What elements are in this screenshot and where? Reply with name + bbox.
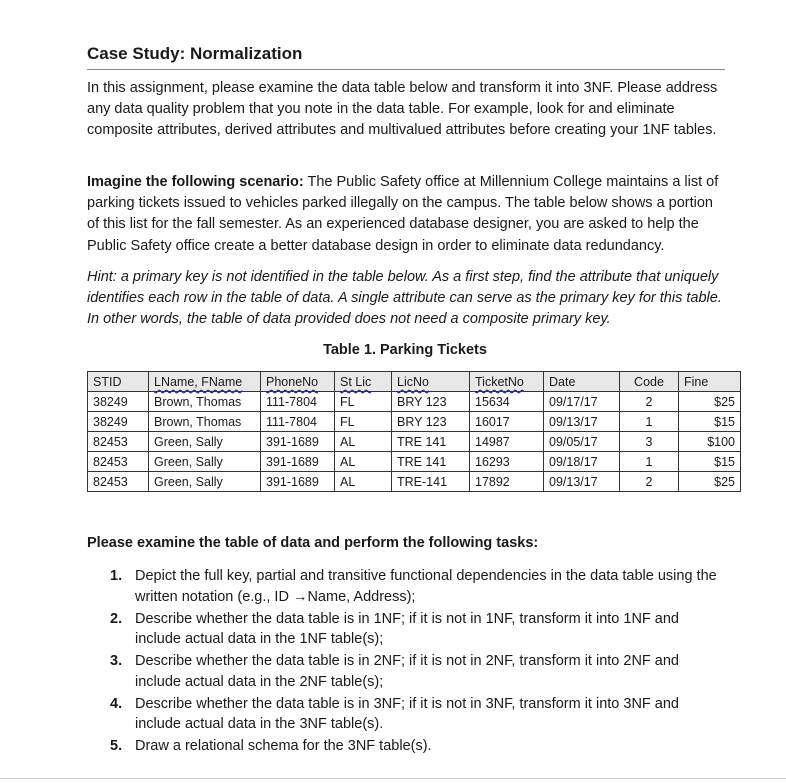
list-item — [110, 736, 725, 757]
cell-lic-no: TRE 141 — [392, 432, 470, 452]
title-underline-divider — [87, 69, 725, 70]
cell-name: Brown, Thomas — [149, 392, 261, 412]
cell-stid: 82453 — [88, 432, 149, 452]
cell-lic-no: TRE-141 — [392, 472, 470, 492]
hint-paragraph: Hint: a primary key is not identified in the table below. As a first step, find the attribute that uniquely identifies each row in the table of data. A single attribute can serve as the primary key for this table. In other words, the table of data provided does not need a composite primary key. — [87, 269, 722, 328]
col-header-date: Date — [544, 372, 620, 392]
col-header-lic-no — [392, 372, 470, 392]
cell-date: 09/13/17 — [544, 472, 620, 492]
cell-fine: $15 — [679, 452, 741, 472]
table-row — [88, 432, 741, 452]
task-text: Describe whether the data table is in 3NF; if it is not in 3NF, transform it into 3NF and include actual data in the 3NF table(s). — [135, 695, 679, 732]
intro-paragraph: In this assignment, please examine the data table below and transform it into 3NF. Please address any data quality problem that you note in the data table. For example, look for and eliminate composite attributes, derived attributes and multivalued attributes before creating your 1NF tables. — [87, 80, 718, 139]
cell-phone: 111-7804 — [261, 392, 335, 412]
cell-st-lic: AL — [335, 452, 392, 472]
list-item — [110, 566, 725, 607]
task-text: Depict the full key, partial and transitive functional dependencies in the data table using the written notation (e.g., ID →Name, Address); — [135, 568, 717, 605]
cell-ticket-no: 14987 — [470, 432, 544, 452]
cell-st-lic: AL — [335, 432, 392, 452]
page-bottom-divider — [0, 778, 786, 779]
task-number: 1. — [110, 568, 123, 584]
col-header-phone-text: PhoneNo — [266, 374, 319, 389]
tasks-heading: Please examine the table of data and perform the following tasks: — [87, 535, 539, 551]
cell-ticket-no: 16293 — [470, 452, 544, 472]
col-header-name — [149, 372, 261, 392]
task-text: Draw a relational schema for the 3NF table(s). — [135, 738, 432, 754]
col-header-st-lic — [335, 372, 392, 392]
col-header-ticket-no — [470, 372, 544, 392]
cell-stid: 82453 — [88, 472, 149, 492]
cell-phone: 391-1689 — [261, 472, 335, 492]
task-number: 2. — [110, 610, 123, 627]
col-header-lic-no-text: LicNo — [397, 374, 429, 389]
table-row — [88, 452, 741, 472]
task-number: 3. — [110, 653, 123, 669]
col-header-phone — [261, 372, 335, 392]
page-title: Case Study: Normalization — [87, 44, 303, 63]
task-text: Describe whether the data table is in 2NF; if it is not in 2NF, transform it into 2NF and include actual data in the 2NF table(s); — [135, 653, 679, 690]
cell-code: 1 — [620, 452, 679, 472]
col-header-stid: STID — [88, 372, 149, 392]
parking-tickets-table — [87, 371, 741, 492]
cell-lic-no: TRE 141 — [392, 452, 470, 472]
col-header-code: Code — [620, 372, 679, 392]
cell-name: Green, Sally — [149, 472, 261, 492]
cell-phone: 391-1689 — [261, 452, 335, 472]
cell-fine: $100 — [679, 432, 741, 452]
cell-st-lic: FL — [335, 392, 392, 412]
col-header-st-lic-text: St Lic — [340, 374, 372, 389]
task-number: 4. — [110, 695, 123, 712]
list-item — [110, 694, 725, 735]
scenario-paragraph — [87, 172, 727, 257]
table-row — [88, 412, 741, 432]
col-header-ticket-no-text: TicketNo — [475, 374, 524, 389]
cell-name: Brown, Thomas — [149, 412, 261, 432]
table-row — [88, 392, 741, 412]
cell-name: Green, Sally — [149, 432, 261, 452]
task-number: 5. — [110, 738, 123, 754]
cell-date: 09/05/17 — [544, 432, 620, 452]
cell-date: 09/17/17 — [544, 392, 620, 412]
cell-phone: 391-1689 — [261, 432, 335, 452]
cell-fine: $25 — [679, 392, 741, 412]
col-header-name-text: LName, FName — [154, 374, 243, 389]
table-caption: Table 1. Parking Tickets — [323, 342, 487, 358]
cell-st-lic: AL — [335, 472, 392, 492]
list-item — [110, 651, 725, 692]
cell-code: 2 — [620, 392, 679, 412]
cell-code: 1 — [620, 412, 679, 432]
task-text: Describe whether the data table is in 1NF; if it is not in 1NF, transform it into 1NF and include actual data in the 1NF table(s); — [135, 610, 679, 647]
cell-fine: $25 — [679, 472, 741, 492]
cell-date: 09/18/17 — [544, 452, 620, 472]
col-header-fine: Fine — [679, 372, 741, 392]
cell-ticket-no: 15634 — [470, 392, 544, 412]
cell-lic-no: BRY 123 — [392, 392, 470, 412]
table-row — [88, 472, 741, 492]
cell-st-lic: FL — [335, 412, 392, 432]
cell-lic-no: BRY 123 — [392, 412, 470, 432]
scenario-lead: Imagine the following scenario: — [87, 174, 304, 190]
cell-stid: 82453 — [88, 452, 149, 472]
cell-ticket-no: 17892 — [470, 472, 544, 492]
list-item — [110, 609, 725, 650]
scenario-text: The Public Safety office at Millennium College maintains a list of parking tickets issued to vehicles parked illegally on the campus. The table below shows a portion of this list for the fall semester. As an experienced database designer, you are asked to help the Public Safety office create a better database design in order to eliminate data redundancy. — [87, 174, 719, 254]
cell-stid: 38249 — [88, 412, 149, 432]
cell-code: 3 — [620, 432, 679, 452]
cell-phone: 111-7804 — [261, 412, 335, 432]
cell-ticket-no: 16017 — [470, 412, 544, 432]
cell-stid: 38249 — [88, 392, 149, 412]
cell-fine: $15 — [679, 412, 741, 432]
tasks-list — [110, 566, 725, 758]
cell-date: 09/13/17 — [544, 412, 620, 432]
table-header-row — [88, 372, 741, 392]
cell-code: 2 — [620, 472, 679, 492]
cell-name: Green, Sally — [149, 452, 261, 472]
